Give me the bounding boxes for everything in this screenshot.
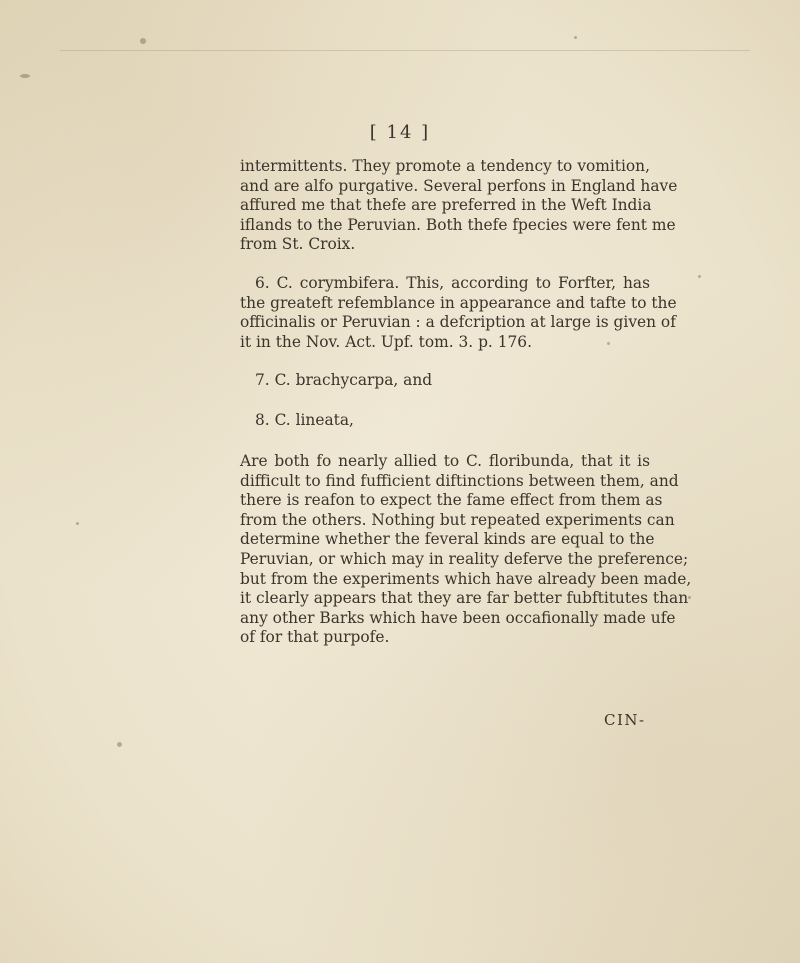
paper-speck [140,38,146,44]
catchword: CIN- [604,711,646,729]
paper-speck [20,74,30,78]
paragraph-1 [240,157,678,255]
text-line: it in the Nov. Act. Upf. tom. 3. p. 176. [240,332,532,351]
paper-speck [688,596,691,599]
text-line: the greateft refemblance in appearance and tafte to the [240,293,677,312]
paragraph-conclusion [240,452,692,648]
text-line: determine whether the feveral kinds are equal to the [240,530,655,549]
text-line: officinalis or Peruvian : a defcription at large is given of [240,313,676,332]
item-lineata: 8. C. lineata, [255,411,354,429]
page-number: [ 14 ] [369,122,431,143]
text-line: difficult to find fufficient diftinctions between them, and [240,471,679,490]
text-line: 6. C. corymbifera. This, according to Forfter, has [255,274,650,292]
paper-fold-line [60,50,750,51]
text-line: Peruvian, or which may in reality deferve the preference; [240,549,689,568]
text-line: from the others. Nothing but repeated experiments can [240,510,675,529]
text-line: Are both fo nearly allied to C. floribunda, that it is [240,452,650,470]
text-line: there is reafon to expect the fame effect from them as [240,491,663,510]
paper-speck [574,36,577,39]
text-line: any other Barks which have been occafionally made ufe [240,608,676,627]
text-line: but from the experiments which have already been made, [240,569,692,588]
text-line: iflands to the Peruvian. Both thefe fpecies were fent me [240,215,676,234]
text-line: intermittents. They promote a tendency to vomition, [240,157,650,175]
text-line: from St. Croix. [240,235,356,254]
paper-speck [76,522,79,525]
paragraph-corymbifera [240,274,677,352]
paper-speck [698,275,701,278]
text-line: it clearly appears that they are far better fubftitutes than [240,589,689,608]
text-line: affured me that thefe are preferred in the Weft India [240,196,652,215]
item-brachycarpa: 7. C. brachycarpa, and [255,371,433,389]
text-line: of for that purpofe. [240,628,390,647]
paper-speck [117,742,122,747]
text-line: and are alfo purgative. Several perfons in England have [240,176,678,195]
